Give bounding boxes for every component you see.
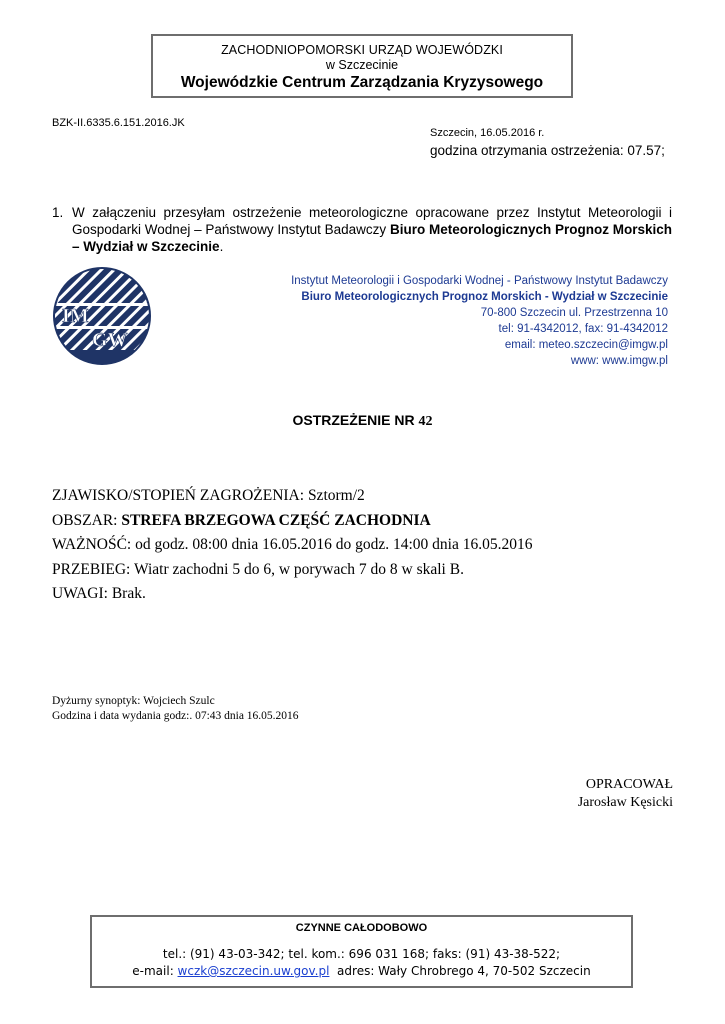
footer-title: CZYNNE CAŁODOBOWO (295, 922, 428, 934)
imgw-office: Biuro Meteorologicznych Prognoz Morskich - Wydział w Szczecinie (301, 291, 668, 303)
warning-fields (52, 484, 532, 607)
footer-address: adres: Wały Chrobrego 4, 70-502 Szczecin (329, 964, 591, 978)
warning-title-label: OSTRZEŻENIE NR (292, 412, 419, 428)
item-text-end: . (219, 239, 224, 254)
header-line-1: ZACHODNIOPOMORSKI URZĄD WOJEWÓDZKI (221, 43, 503, 57)
header-title: Wojewódzkie Centrum Zarządzania Kryzysowego (180, 74, 544, 91)
document-reference: BZK-II.6335.6.151.2016.JK (52, 117, 185, 129)
validity-value: od godz. 08:00 dnia 16.05.2016 do godz. 14:00 dnia 16.05.2016 (135, 536, 533, 553)
imgw-logo-icon (52, 266, 152, 366)
footer-email-link[interactable]: wczk@szczecin.uw.gov.pl (177, 964, 330, 978)
area-label: OBSZAR: (52, 511, 122, 529)
attachment-paragraph (52, 204, 672, 255)
imgw-email: email: meteo.szczecin@imgw.pl (504, 339, 668, 351)
item-number: 1. (52, 205, 64, 220)
imgw-website: www: www.imgw.pl (570, 355, 668, 367)
item-text-plain: W załączeniu przesyłam ostrzeżenie meteorologiczne opracowane przez Instytut Meteorologii i Gospodarki Wodnej – Państwowy Instytut Badawczy (72, 205, 672, 237)
area-value: STREFA BRZEGOWA CZĘŚĆ ZACHODNIA (121, 511, 431, 529)
imgw-phone: tel: 91-4342012, fax: 91-4342012 (498, 323, 668, 335)
footer-email-label: e-mail: (132, 964, 178, 978)
warning-title (0, 412, 725, 430)
item-text-bold: Biuro Meteorologicznych Prognoz Morskich – Wydział w Szczecinie (72, 222, 672, 254)
received-time: godzina otrzymania ostrzeżenia: 07.57; (430, 143, 665, 158)
phenomenon-value: Sztorm/2 (307, 487, 365, 504)
imgw-address: 70-800 Szczecin ul. Przestrzenna 10 (480, 307, 668, 319)
footer-contact (92, 963, 631, 980)
imgw-institute: Instytut Meteorologii i Gospodarki Wodnej - Państwowy Instytut Badawczy (291, 275, 668, 287)
field-course (52, 558, 532, 583)
date-line: Szczecin, 16.05.2016 r. (430, 127, 545, 139)
header-box (151, 34, 573, 98)
imgw-contact-block (291, 273, 668, 369)
footer-phones: tel.: (91) 43-03-342; tel. kom.: 696 031 168; faks: (91) 43-38-522; (162, 947, 561, 961)
logo-text-im: IM (62, 305, 89, 327)
signature-label: OPRACOWAŁ (585, 777, 673, 792)
warning-number: 42 (418, 414, 433, 429)
field-area (52, 509, 532, 534)
logo-text-gw: GW (92, 329, 128, 351)
duty-info (52, 694, 299, 724)
footer-box (90, 915, 633, 988)
course-value: Wiatr zachodni 5 do 6, w porywach 7 do 8 w skali B. (133, 560, 464, 578)
header-line-2: w Szczecinie (325, 58, 399, 72)
item-text (72, 204, 672, 255)
duty-synoptic: Dyżurny synoptyk: Wojciech Szulc (52, 695, 215, 707)
remarks-value: Brak. (111, 585, 146, 602)
remarks-label: UWAGI: (52, 585, 112, 602)
signature-name: Jarosław Kęsicki (577, 795, 673, 810)
field-validity (52, 533, 532, 558)
field-phenomenon (52, 484, 532, 509)
course-label: PRZEBIEG: (52, 560, 134, 578)
validity-label: WAŻNOŚĆ: (52, 536, 136, 553)
signature-block (578, 776, 673, 812)
phenomenon-label: ZJAWISKO/STOPIEŃ ZAGROŻENIA: (52, 487, 308, 504)
field-remarks (52, 582, 532, 607)
duty-issued: Godzina i data wydania godz:. 07:43 dnia 16.05.2016 (52, 710, 299, 722)
